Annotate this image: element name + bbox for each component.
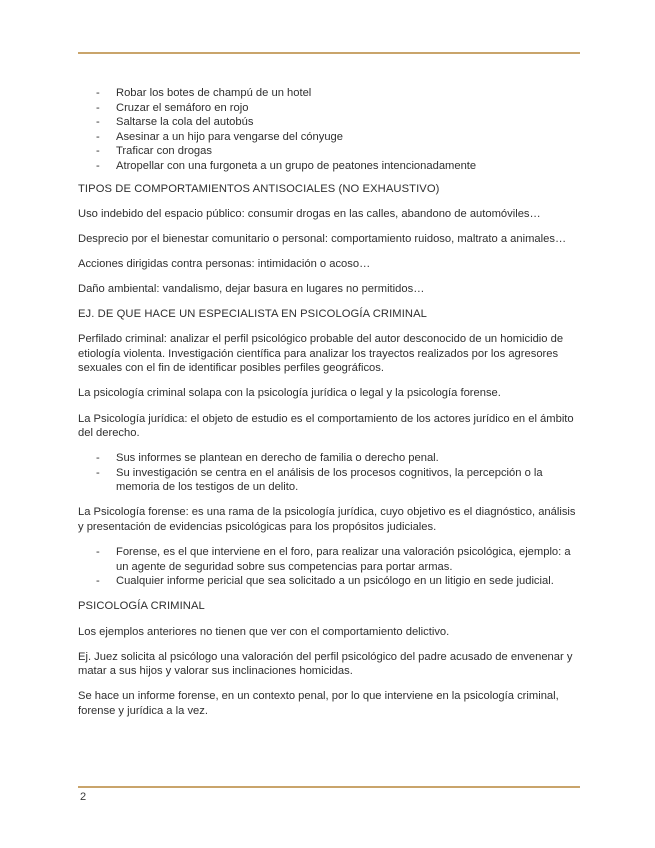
section-heading: TIPOS DE COMPORTAMIENTOS ANTISOCIALES (NO EXHAUSTIVO) — [78, 182, 440, 195]
paragraph: La Psicología forense: es una rama de la psicología jurídica, cuyo objetivo es el diagnóstico, análisis y presentación de evidencias psicológicas para los propósitos judiciales. — [78, 506, 576, 534]
header-rule — [78, 52, 580, 54]
list-item: - Asesinar a un hijo para vengarse del cónyuge — [96, 130, 344, 143]
section-heading: PSICOLOGÍA CRIMINAL — [78, 600, 205, 613]
list-item: - Forense, es el que interviene en el foro, para realizar una valoración psicológica, ejemplo: a un agente de seguridad sobre sus competencias para portar armas. — [96, 546, 571, 573]
paragraph: Uso indebido del espacio público: consumir drogas en las calles, abandono de automóviles… — [78, 207, 541, 220]
list-item: - Saltarse la cola del autobús — [96, 116, 254, 129]
list-item: - Traficar con drogas — [96, 145, 212, 158]
list-item: - Robar los botes de champú de un hotel — [96, 87, 312, 99]
page-number: 2 — [80, 791, 87, 803]
paragraph: La Psicología jurídica: el objeto de estudio es el comportamiento de los actores jurídico en el ámbito del derecho. — [78, 412, 574, 440]
footer-rule — [78, 786, 580, 788]
forense-list — [78, 545, 578, 589]
list-item: - Cruzar el semáforo en rojo — [96, 101, 249, 114]
paragraph: Ej. Juez solicita al psicólogo una valoración del perfil psicológico del padre acusado de envenenar y matar a sus hijos y valorar sus inclinaciones homicidas. — [78, 650, 573, 678]
list-item: - Su investigación se centra en el análisis de los procesos cognitivos, la percepción o la memoria de los testigos de un delito. — [96, 466, 543, 494]
juridica-list — [78, 451, 578, 495]
paragraph: Se hace un informe forense, en un contexto penal, por lo que interviene en la psicología criminal, forense y jurídica a la vez. — [78, 690, 559, 717]
section-heading: EJ. DE QUE HACE UN ESPECIALISTA EN PSICOLOGÍA CRIMINAL — [78, 308, 427, 321]
paragraph: La psicología criminal solapa con la psicología jurídica o legal y la psicología forense. — [78, 387, 501, 400]
paragraph: Desprecio por el bienestar comunitario o personal: comportamiento ruidoso, maltrato a animales… — [78, 232, 567, 245]
paragraph: Acciones dirigidas contra personas: intimidación o acoso… — [78, 257, 371, 270]
list-item: - Cualquier informe pericial que sea solicitado a un psicólogo en un litigio en sede judicial. — [96, 575, 554, 588]
list-item: - Atropellar con una furgoneta a un grupo de peatones intencionadamente — [96, 159, 477, 172]
paragraph: Perfilado criminal: analizar el perfil psicológico probable del autor desconocido de un homicidio de etiología violenta. Investigación científica para analizar los trayectos realizados por los agresores sexuales con el fin de identificar posibles perfiles geográficos. — [78, 333, 564, 375]
list-item: - Sus informes se plantean en derecho de familia o derecho penal. — [96, 452, 439, 465]
examples-list — [78, 86, 578, 174]
paragraph: Los ejemplos anteriores no tienen que ver con el comportamiento delictivo. — [78, 625, 450, 638]
paragraph: Daño ambiental: vandalismo, dejar basura en lugares no permitidos… — [78, 282, 425, 295]
page-body — [78, 86, 578, 729]
